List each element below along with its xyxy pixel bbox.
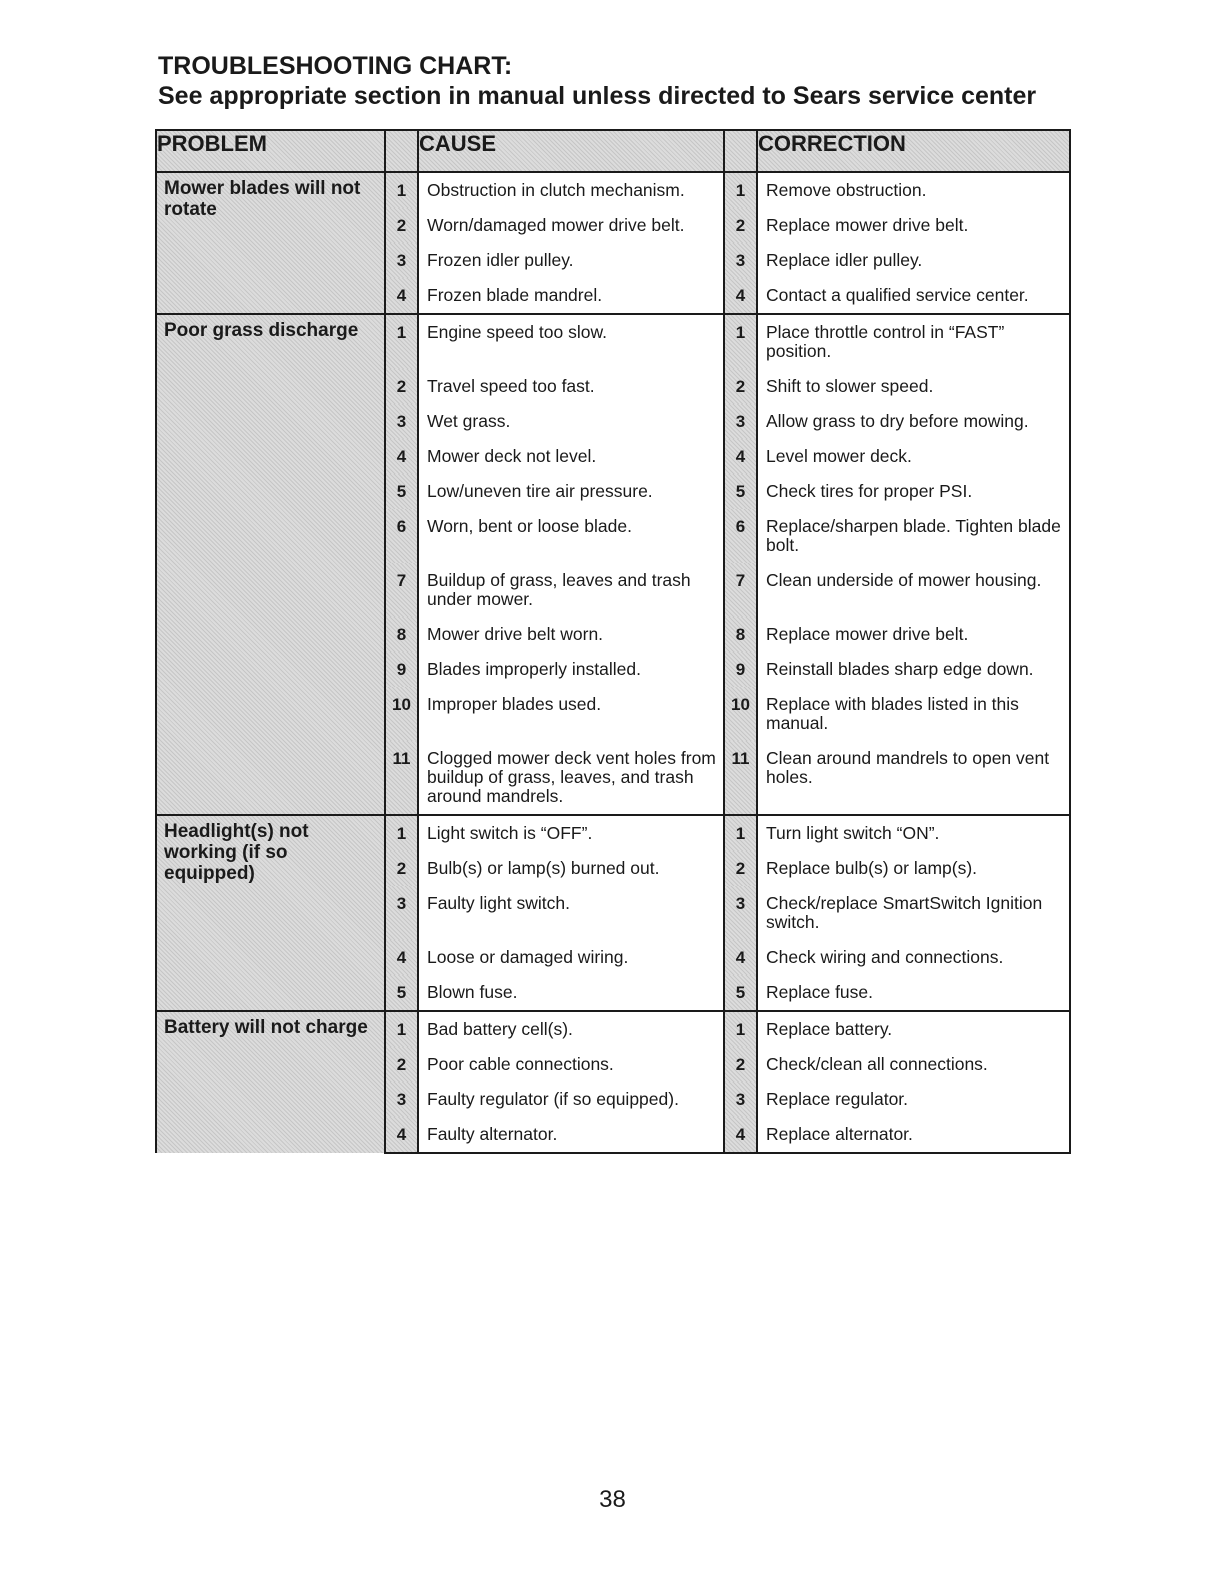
correction-cell: Check/replace SmartSwitch Ignition switch. bbox=[757, 886, 1070, 940]
correction-cell: Replace alternator. bbox=[757, 1117, 1070, 1153]
chart-subtitle: See appropriate section in manual unless directed to Sears service center bbox=[158, 82, 1037, 110]
correction-number: 2 bbox=[724, 1047, 757, 1082]
correction-cell: Clean around mandrels to open vent holes. bbox=[757, 741, 1070, 815]
problem-cell: Headlight(s) not working (if so equipped) bbox=[156, 815, 385, 1011]
cause-cell: Wet grass. bbox=[418, 404, 724, 439]
cause-cell: Faulty regulator (if so equipped). bbox=[418, 1082, 724, 1117]
correction-number: 4 bbox=[724, 940, 757, 975]
cause-cell: Faulty alternator. bbox=[418, 1117, 724, 1153]
col-header-cause-num bbox=[385, 130, 418, 172]
cause-cell: Travel speed too fast. bbox=[418, 369, 724, 404]
correction-number: 2 bbox=[724, 208, 757, 243]
col-header-correction-num bbox=[724, 130, 757, 172]
cause-number: 3 bbox=[385, 404, 418, 439]
cause-number: 8 bbox=[385, 617, 418, 652]
cause-number: 1 bbox=[385, 172, 418, 208]
correction-number: 3 bbox=[724, 404, 757, 439]
correction-cell: Check/clean all connections. bbox=[757, 1047, 1070, 1082]
correction-number: 1 bbox=[724, 172, 757, 208]
correction-cell: Replace/sharpen blade. Tighten blade bolt. bbox=[757, 509, 1070, 563]
correction-cell: Turn light switch “ON”. bbox=[757, 815, 1070, 851]
correction-number: 3 bbox=[724, 243, 757, 278]
cause-cell: Frozen idler pulley. bbox=[418, 243, 724, 278]
cause-number: 9 bbox=[385, 652, 418, 687]
correction-number: 3 bbox=[724, 1082, 757, 1117]
table-row bbox=[156, 815, 1070, 851]
correction-cell: Check wiring and connections. bbox=[757, 940, 1070, 975]
cause-number: 5 bbox=[385, 975, 418, 1011]
col-header-cause: CAUSE bbox=[418, 130, 724, 172]
correction-number: 5 bbox=[724, 975, 757, 1011]
correction-cell: Check tires for proper PSI. bbox=[757, 474, 1070, 509]
chart-title: TROUBLESHOOTING CHART: bbox=[158, 52, 513, 80]
cause-cell: Blades improperly installed. bbox=[418, 652, 724, 687]
correction-number: 1 bbox=[724, 1011, 757, 1047]
cause-cell: Buildup of grass, leaves and trash under mower. bbox=[418, 563, 724, 617]
cause-cell: Mower drive belt worn. bbox=[418, 617, 724, 652]
cause-number: 5 bbox=[385, 474, 418, 509]
cause-number: 10 bbox=[385, 687, 418, 741]
correction-number: 11 bbox=[724, 741, 757, 815]
col-header-correction: CORRECTION bbox=[757, 130, 1070, 172]
correction-cell: Shift to slower speed. bbox=[757, 369, 1070, 404]
correction-number: 4 bbox=[724, 439, 757, 474]
table-row bbox=[156, 172, 1070, 208]
cause-cell: Low/uneven tire air pressure. bbox=[418, 474, 724, 509]
correction-cell: Contact a qualified service center. bbox=[757, 278, 1070, 314]
cause-cell: Faulty light switch. bbox=[418, 886, 724, 940]
correction-number: 1 bbox=[724, 314, 757, 369]
cause-cell: Blown fuse. bbox=[418, 975, 724, 1011]
cause-number: 4 bbox=[385, 278, 418, 314]
correction-cell: Replace with blades listed in this manual. bbox=[757, 687, 1070, 741]
cause-number: 2 bbox=[385, 369, 418, 404]
correction-cell: Replace fuse. bbox=[757, 975, 1070, 1011]
problem-cell: Mower blades will not rotate bbox=[156, 172, 385, 314]
col-header-problem: PROBLEM bbox=[156, 130, 385, 172]
cause-number: 4 bbox=[385, 439, 418, 474]
cause-number: 11 bbox=[385, 741, 418, 815]
correction-number: 10 bbox=[724, 687, 757, 741]
correction-number: 1 bbox=[724, 815, 757, 851]
correction-cell: Replace mower drive belt. bbox=[757, 208, 1070, 243]
cause-cell: Worn, bent or loose blade. bbox=[418, 509, 724, 563]
correction-number: 3 bbox=[724, 886, 757, 940]
correction-cell: Remove obstruction. bbox=[757, 172, 1070, 208]
correction-number: 5 bbox=[724, 474, 757, 509]
table-row bbox=[156, 1011, 1070, 1047]
cause-cell: Mower deck not level. bbox=[418, 439, 724, 474]
correction-number: 4 bbox=[724, 1117, 757, 1153]
cause-cell: Improper blades used. bbox=[418, 687, 724, 741]
troubleshooting-table bbox=[155, 129, 1071, 1154]
correction-cell: Replace regulator. bbox=[757, 1082, 1070, 1117]
cause-number: 3 bbox=[385, 243, 418, 278]
cause-cell: Loose or damaged wiring. bbox=[418, 940, 724, 975]
cause-cell: Frozen blade mandrel. bbox=[418, 278, 724, 314]
cause-number: 6 bbox=[385, 509, 418, 563]
cause-number: 4 bbox=[385, 1117, 418, 1153]
correction-cell: Allow grass to dry before mowing. bbox=[757, 404, 1070, 439]
cause-cell: Worn/damaged mower drive belt. bbox=[418, 208, 724, 243]
cause-cell: Poor cable connections. bbox=[418, 1047, 724, 1082]
cause-number: 1 bbox=[385, 1011, 418, 1047]
correction-cell: Replace mower drive belt. bbox=[757, 617, 1070, 652]
cause-number: 3 bbox=[385, 886, 418, 940]
correction-number: 6 bbox=[724, 509, 757, 563]
correction-number: 2 bbox=[724, 369, 757, 404]
cause-number: 7 bbox=[385, 563, 418, 617]
cause-number: 2 bbox=[385, 1047, 418, 1082]
table-body bbox=[156, 130, 1070, 1153]
problem-cell: Poor grass discharge bbox=[156, 314, 385, 815]
cause-cell: Engine speed too slow. bbox=[418, 314, 724, 369]
correction-number: 8 bbox=[724, 617, 757, 652]
page-number: 38 bbox=[599, 1486, 626, 1513]
cause-number: 4 bbox=[385, 940, 418, 975]
correction-cell: Level mower deck. bbox=[757, 439, 1070, 474]
correction-cell: Reinstall blades sharp edge down. bbox=[757, 652, 1070, 687]
correction-number: 9 bbox=[724, 652, 757, 687]
cause-number: 1 bbox=[385, 314, 418, 369]
cause-cell: Light switch is “OFF”. bbox=[418, 815, 724, 851]
cause-cell: Clogged mower deck vent holes from buildup of grass, leaves, and trash around mandrels. bbox=[418, 741, 724, 815]
problem-cell: Battery will not charge bbox=[156, 1011, 385, 1153]
correction-cell: Replace battery. bbox=[757, 1011, 1070, 1047]
correction-cell: Clean underside of mower housing. bbox=[757, 563, 1070, 617]
cause-number: 2 bbox=[385, 851, 418, 886]
table-row bbox=[156, 314, 1070, 369]
correction-cell: Replace idler pulley. bbox=[757, 243, 1070, 278]
correction-number: 2 bbox=[724, 851, 757, 886]
correction-cell: Replace bulb(s) or lamp(s). bbox=[757, 851, 1070, 886]
cause-number: 3 bbox=[385, 1082, 418, 1117]
cause-cell: Bad battery cell(s). bbox=[418, 1011, 724, 1047]
correction-cell: Place throttle control in “FAST” position. bbox=[757, 314, 1070, 369]
correction-number: 7 bbox=[724, 563, 757, 617]
cause-cell: Obstruction in clutch mechanism. bbox=[418, 172, 724, 208]
correction-number: 4 bbox=[724, 278, 757, 314]
cause-number: 2 bbox=[385, 208, 418, 243]
cause-cell: Bulb(s) or lamp(s) burned out. bbox=[418, 851, 724, 886]
header-row bbox=[156, 130, 1070, 172]
cause-number: 1 bbox=[385, 815, 418, 851]
